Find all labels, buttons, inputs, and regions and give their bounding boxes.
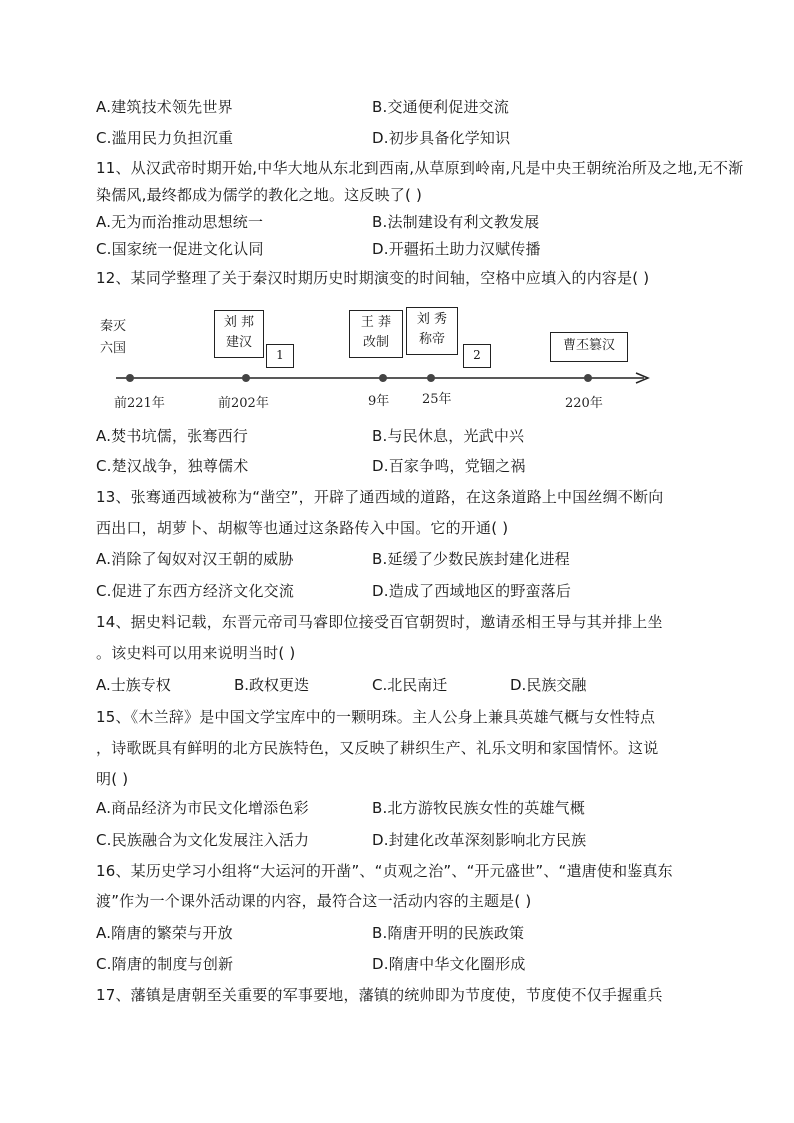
q15-option-d: D.封建化改革深刻影响北方民族 [372,831,587,849]
q16-stem-line1: 16、某历史学习小组将“大运河的开凿”、“贞观之治”、“开元盛世”、“遣唐使和鉴真东 [96,862,673,880]
q11-option-d: D.开疆拓土助力汉赋传播 [372,240,541,258]
q13-stem-line1: 13、张骞通西域被称为“凿空”，开辟了通西域的道路，在这条道路上中国丝绸不断向 [96,488,664,506]
q12-option-c: C.楚汉战争，独尊儒术 [96,457,249,475]
q15-option-c: C.民族融合为文化发展注入活力 [96,831,310,849]
q16-option-d: D.隋唐中华文化圈形成 [372,955,526,973]
q14-option-a: A.士族专权 [96,676,171,694]
timeline-event-qin-unify [100,318,126,358]
q15-stem-line2: ，诗歌既具有鲜明的北方民族特色，又反映了耕织生产、礼乐文明和家国情怀。这说 [96,739,659,757]
event1-line1: 秦灭 [100,319,127,334]
q14-stem-line2: 。该史料可以用来说明当时( ) [96,644,296,662]
q12-stem: 12、某同学整理了关于秦汉时期历史时期演变的时间轴，空格中应填入的内容是( ) [96,269,650,287]
q16-stem-line2: 渡”作为一个课外活动课的内容，最符合这一活动内容的主题是( ) [96,892,532,910]
timeline-year-4: 25年 [422,392,452,407]
timeline-year-2: 前202年 [218,396,269,411]
timeline-blank-1: 1 [266,344,294,368]
q11-option-c: C.国家统一促进文化认同 [96,240,264,258]
q15-stem-line1: 15、《木兰辞》是中国文学宝库中的一颗明珠。主人公身上兼具英雄气概与女性特点 [96,708,656,726]
event3-line2: 改制 [362,335,389,350]
q15-option-b: B.北方游牧民族女性的英雄气概 [372,799,586,817]
event2-line1: 刘 邦 [223,315,255,330]
event1-line2: 六国 [100,341,127,356]
q10-option-d: D.初步具备化学知识 [372,129,511,147]
q16-option-b: B.隋唐开明的民族政策 [372,924,525,942]
q13-option-b: B.延缓了少数民族封建化进程 [372,550,570,568]
q12-option-a: A.焚书坑儒，张骞西行 [96,427,248,445]
q11-stem-line1: 11、从汉武帝时期开始,中华大地从东北到西南,从草原到岭南,凡是中央王朝统治所及之地,无不渐 [96,159,744,177]
q11-stem-line2: 染儒风,最终都成为儒学的教化之地。这反映了( ) [96,186,423,204]
q15-stem-line3: 明( ) [96,770,129,788]
timeline-year-3: 9年 [368,394,390,409]
q16-option-c: C.隋唐的制度与创新 [96,955,234,973]
q13-option-d: D.造成了西域地区的野蛮落后 [372,582,572,600]
q12-timeline [96,300,666,418]
timeline-year-1: 前221年 [114,396,165,411]
q13-option-a: A.消除了匈奴对汉王朝的威胁 [96,550,294,568]
q10-option-b: B.交通便利促进交流 [372,98,510,116]
q11-option-b: B.法制建设有利文教发展 [372,213,540,231]
event4-line1: 刘 秀 [416,312,448,327]
q17-stem-line1: 17、藩镇是唐朝至关重要的军事要地，藩镇的统帅即为节度使，节度使不仅手握重兵 [96,986,663,1004]
timeline-event-liuxiu [406,307,458,355]
event3-line1: 王 莽 [360,315,392,330]
timeline-blank-2: 2 [463,344,491,368]
q15-option-a: A.商品经济为市民文化增添色彩 [96,799,309,817]
timeline-year-5: 220年 [565,396,603,411]
q12-option-d: D.百家争鸣，党锢之祸 [372,457,526,475]
q14-stem-line1: 14、据史料记载，东晋元帝司马睿即位接受百官朝贺时，邀请丞相王导与其并排上坐 [96,613,663,631]
event2-line2: 建汉 [225,335,252,350]
event4-line2: 称帝 [418,332,445,347]
q11-option-a: A.无为而治推动思想统一 [96,213,264,231]
q12-option-b: B.与民休息，光武中兴 [372,427,525,445]
q14-option-b: B.政权更迭 [234,676,310,694]
q13-option-c: C.促进了东西方经济文化交流 [96,582,295,600]
q10-option-c: C.滥用民力负担沉重 [96,129,234,147]
q16-option-a: A.隋唐的繁荣与开放 [96,924,233,942]
timeline-event-wangmang [349,310,403,358]
q10-option-a: A.建筑技术领先世界 [96,98,233,116]
timeline-event-liubang [214,310,264,358]
q14-option-c: C.北民南迁 [372,676,448,694]
timeline-event-caopi: 曹丕篡汉 [550,332,628,362]
q14-option-d: D.民族交融 [510,676,587,694]
q13-stem-line2: 西出口，胡萝卜、胡椒等也通过这条路传入中国。它的开通( ) [96,519,509,537]
